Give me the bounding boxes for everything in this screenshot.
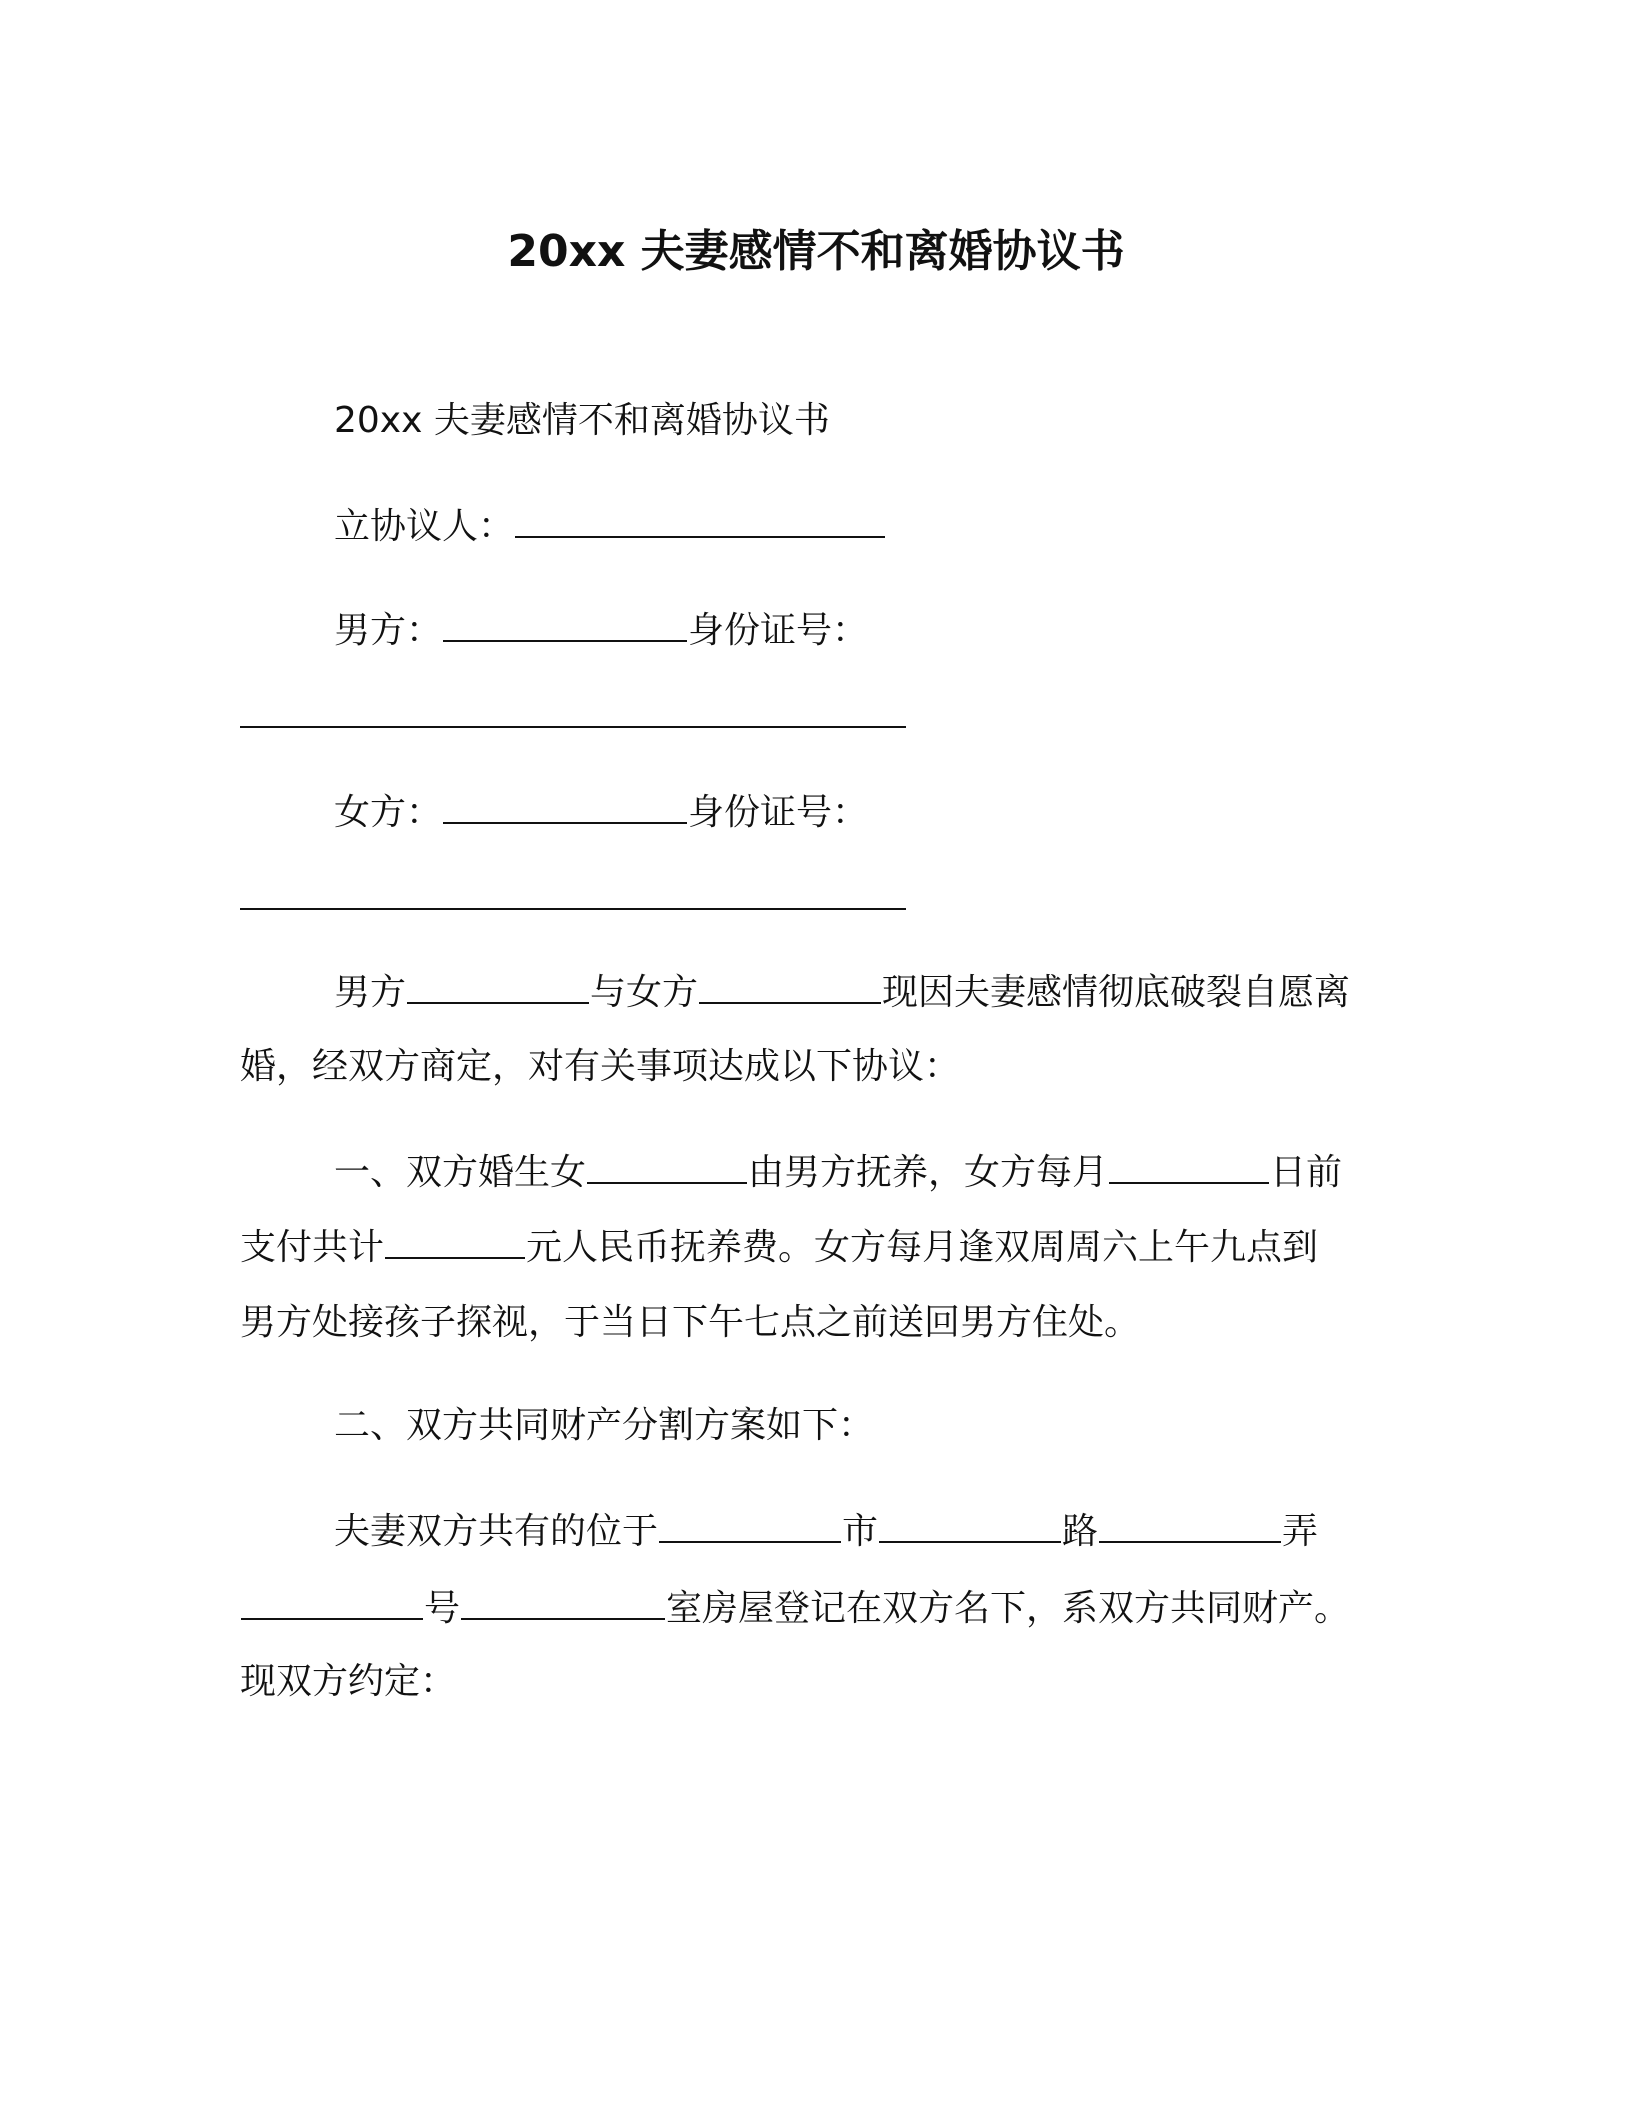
intro-line-2: 婚，经双方商定，对有关事项达成以下协议： <box>240 1046 961 1087</box>
clause2-city-blank <box>659 1505 841 1543</box>
male-name-blank <box>443 604 687 642</box>
male-id-blank <box>240 726 906 728</box>
intro-female-blank <box>699 966 881 1004</box>
clause2-line-1 <box>334 1505 1318 1556</box>
clause2-road-blank <box>879 1505 1061 1543</box>
document-title: 20xx 夫妻感情不和离婚协议书 <box>507 226 1125 277</box>
clause1-text-a: 一、双方婚生女 <box>334 1152 587 1193</box>
male-label: 男方： <box>334 610 443 651</box>
male-line <box>334 604 868 655</box>
parties-label: 立协议人： <box>334 506 515 547</box>
intro-text-male: 男方 <box>334 972 407 1013</box>
female-label: 女方： <box>334 792 443 833</box>
clause2-number-blank <box>241 1582 423 1620</box>
clause2-text-a: 夫妻双方共有的位于 <box>334 1511 659 1552</box>
clause2-text-room: 室房屋登记在双方名下，系双方共同财产。 <box>666 1588 1351 1629</box>
clause2-lane-blank <box>1099 1505 1281 1543</box>
parties-line <box>334 500 886 551</box>
clause1-text-d: 支付共计 <box>240 1227 385 1268</box>
clause1-line-3: 男方处接孩子探视，于当日下午七点之前送回男方住处。 <box>240 1302 1141 1343</box>
document-subtitle: 20xx 夫妻感情不和离婚协议书 <box>334 400 830 441</box>
clause1-child-blank <box>587 1146 747 1184</box>
clause2-text-city: 市 <box>842 1511 879 1552</box>
intro-line-1 <box>334 966 1350 1017</box>
clause2-text-road: 路 <box>1062 1511 1099 1552</box>
clause2-heading: 二、双方共同财产分割方案如下： <box>334 1405 875 1446</box>
clause1-text-e: 元人民币抚养费。女方每月逢双周周六上午九点到 <box>526 1227 1319 1268</box>
female-name-blank <box>443 786 687 824</box>
clause1-amount-blank <box>385 1221 525 1259</box>
clause1-day-blank <box>1109 1146 1269 1184</box>
clause1-text-b: 由男方抚养，女方每月 <box>748 1152 1109 1193</box>
clause2-text-number: 号 <box>424 1588 461 1629</box>
parties-blank <box>515 500 885 538</box>
clause2-room-blank <box>461 1582 665 1620</box>
clause1-line-1 <box>334 1146 1342 1197</box>
intro-male-blank <box>407 966 589 1004</box>
intro-text-female: 与女方 <box>590 972 699 1013</box>
clause2-line-3: 现双方约定： <box>240 1661 457 1702</box>
clause1-line-2 <box>240 1221 1318 1272</box>
male-id-label: 身份证号： <box>688 610 869 651</box>
female-id-blank <box>240 908 906 910</box>
female-id-label: 身份证号： <box>688 792 869 833</box>
clause2-line-2 <box>240 1582 1350 1633</box>
clause1-text-c: 日前 <box>1270 1152 1343 1193</box>
clause2-text-lane: 弄 <box>1282 1511 1319 1552</box>
intro-text-reason: 现因夫妻感情彻底破裂自愿离 <box>882 972 1351 1013</box>
female-line <box>334 786 868 837</box>
